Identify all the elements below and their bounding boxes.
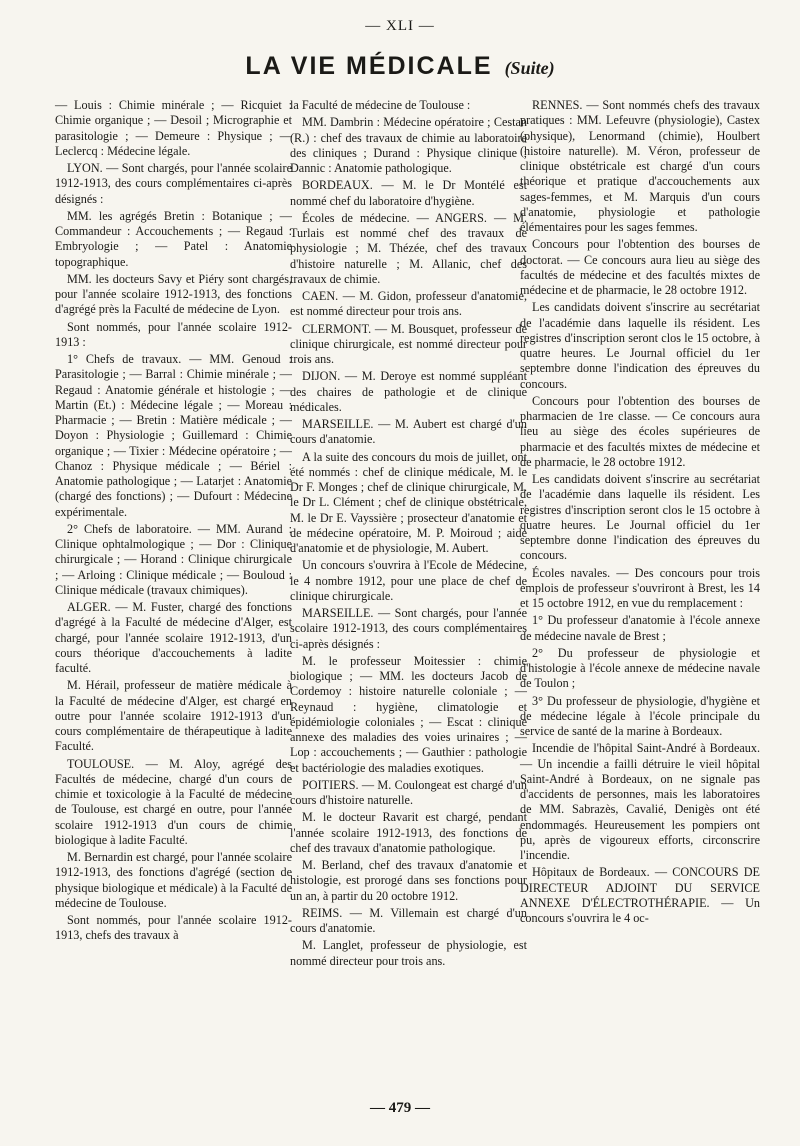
paragraph: Concours pour l'obtention des bourses de doctorat. — Ce concours aura lieu au siège des facultés de médecine et des facultés mixtes de médecine et de pharmacie, le 28 octobre 1912.	[520, 237, 760, 297]
paragraph: M. Berland, chef des travaux d'anatomie et histologie, est prorogé dans ses fonctions pour un an, à partir du 20 octobre 1912.	[290, 858, 527, 903]
paragraph: Concours pour l'obtention des bourses de pharmacien de 1re classe. — Ce concours aura lieu au siège des écoles supérieures de pharmacie et des facultés mixtes de médecine et de pharmacie, le 28 octobre 1912.	[520, 393, 760, 469]
paragraph: la Faculté de médecine de Toulouse :	[290, 98, 471, 112]
paragraph: — Louis : Chimie minérale ; — Ricquiet : Chimie organique ; — Desoil ; Micrographie et parasitologie ; — Demeure : Physique ; — Leclercq : Médecine légale.	[55, 98, 292, 158]
paragraph: CAEN. — M. Gidon, professeur d'anatomie, est nommé directeur pour trois ans.	[290, 289, 527, 319]
paragraph: Hôpitaux de Bordeaux. — CONCOURS DE DIRECTEUR ADJOINT DU SERVICE ANNEXE D'ÉLECTROTHÉRAPIE. — Un concours s'ouvrira le 4 oc-	[520, 865, 760, 925]
paragraph: M. Langlet, professeur de physiologie, est nommé directeur pour trois ans.	[290, 938, 527, 968]
paragraph: Incendie de l'hôpital Saint-André à Bordeaux. — Un incendie a failli détruire le vieil hôpital Saint-André à Bordeaux, on ne signale pas d'accidents de personnes, mais les laboratoires de MM. Sabrazès, Cavalié, Denigès ont été endommagés. Heureusement les pompiers ont pu, après de vigoureux efforts, circonscrire l'incendie.	[520, 741, 760, 862]
paragraph: BORDEAUX. — M. le Dr Montélé est nommé chef du laboratoire d'hygiène.	[290, 178, 527, 208]
paragraph: 2° Chefs de laboratoire. — MM. Aurand : Clinique ophtalmologique ; — Dor : Clinique chirurgicale ; — Horand : Clinique chirurgicale ; — Arloing : Clinique médicale ; — Bouloud : Clinique médicale (travaux chimiques).	[55, 521, 292, 597]
paragraph: Sont nommés, pour l'année scolaire 1912-1913, chefs des travaux à	[55, 913, 292, 943]
paragraph: M. Bernardin est chargé, pour l'année scolaire 1912-1913, des fonctions d'agrégé (section de physique biologique et médicale) à la Faculté de médecine de Toulouse.	[55, 850, 292, 910]
paragraph: MARSEILLE. — M. Aubert est chargé d'un cours d'anatomie.	[290, 417, 527, 447]
title-main: LA VIE MÉDICALE	[245, 52, 493, 80]
text-column-1	[55, 98, 292, 946]
paragraph: A la suite des concours du mois de juillet, ont été nommés : chef de clinique médicale, M. le Dr F. Monges ; chef de clinique chirurgicale, M. le Dr L. Clément ; chef de clinique obstétricale, M. le Dr E. Vayssière ; prosecteur d'anatomie et de médecine opératoire, M. P. Moiroud ; aide d'anatomie et de physiologie, M. Aubert.	[290, 449, 527, 555]
paragraph: Écoles navales. — Des concours pour trois emplois de professeur s'ouvriront à Brest, les 14 et 15 octobre 1912, en vue du remplacement :	[520, 565, 760, 610]
paragraph: DIJON. — M. Deroye est nommé suppléant des chaires de pathologie et de clinique médicales.	[290, 369, 527, 414]
text-column-2	[290, 98, 527, 971]
paragraph: 2° Du professeur de physiologie et d'histologie à l'école annexe de médecine navale de Toulon ;	[520, 645, 760, 691]
page-title	[0, 52, 800, 81]
paragraph: MARSEILLE. — Sont chargés, pour l'année scolaire 1912-1913, des cours complémentaires ci-après désignés :	[290, 606, 527, 651]
paragraph: Les candidats doivent s'inscrire au secrétariat de l'académie dans laquelle ils résident. Les registres d'inscription seront clos le 15 octobre à quatre heures. Le Journal officiel du 1er septembre donne l'indication des épreuves du concours.	[520, 472, 760, 563]
paragraph: M. Hérail, professeur de matière médicale à la Faculté de médecine d'Alger, est chargé en outre pour l'année scolaire 1912-1913 d'un cours complémentaire de thérapeutique à ladite Faculté.	[55, 678, 292, 754]
paragraph: LYON. — Sont chargés, pour l'année scolaire 1912-1913, des cours complémentaires ci-après désignés :	[55, 161, 292, 206]
paragraph: Sont nommés, pour l'année scolaire 1912-1913 :	[55, 319, 292, 349]
paragraph: M. le professeur Moitessier : chimie biologique ; — MM. les docteurs Jacob de Cordemoy : histoire naturelle coloniale ; — Reynaud : hygiène, climatologie et épidémiologie coloniales ; — Escat : clinique annexe des maladies des voies urinaires ; — Lop : accouchements ; — Gauthier : pathologie et bactériologie des maladies exotiques.	[290, 653, 527, 775]
paragraph: 3° Du professeur de physiologie, d'hygiène et de médecine légale à l'école principale du service de santé de la marine à Bordeaux.	[520, 693, 760, 738]
paragraph: Les candidats doivent s'inscrire au secrétariat de l'académie dans laquelle ils résident. Les registres d'inscription seront clos le 15 octobre, à quatre heures. Le Journal officiel du 1er septembre donne l'indication des épreuves du concours.	[520, 300, 760, 391]
page-number: — 479 —	[370, 1100, 430, 1116]
paragraph: MM. les docteurs Savy et Piéry sont chargés, pour l'année scolaire 1912-1913, des fonctions d'agrégé près la Faculté de médecine de Lyon.	[55, 271, 292, 317]
paragraph: Un concours s'ouvrira à l'Ecole de Médecine, le 4 nombre 1912, pour une place de chef de clinique chirurgicale.	[290, 558, 527, 603]
paragraph: REIMS. — M. Villemain est chargé d'un cours d'anatomie.	[290, 905, 527, 935]
page-roman-numeral: — XLI —	[365, 18, 435, 34]
paragraph: MM. les agrégés Bretin : Botanique ; — Commandeur : Accouchements ; — Regaud : Embryologie ; — Patel : Anatomie topographique.	[55, 208, 292, 269]
title-suffix: (Suite)	[504, 58, 555, 78]
paragraph: CLERMONT. — M. Bousquet, professeur de clinique chirurgicale, est nommé directeur pour trois ans.	[290, 321, 527, 366]
paragraph: MM. Dambrin : Médecine opératoire ; Cestan (R.) : chef des travaux de chimie au laboratoire des cliniques ; Durand : Physique clinique ; Dannic : Anatomie pathologique.	[290, 115, 527, 175]
paragraph: TOULOUSE. — M. Aloy, agrégé des Facultés de médecine, chargé d'un cours de chimie et toxicologie à la Faculté de médecine de Toulouse, est chargé en outre, pour l'année scolaire 1912-1913 d'un cours de chimie biologique à ladite Faculté.	[55, 756, 292, 847]
paragraph: 1° Chefs de travaux. — MM. Genoud : Parasitologie ; — Barral : Chimie minérale ; — Regaud : Anatomie générale et histologie ; — Martin (Et.) : Médecine légale ; — Moreau : Pharmacie ; — Bretin : Matière médicale ; — Doyon : Physiologie ; Guillemard : Chimie organique ; — Tixier : Médecine opératoire ; — Chanoz : Physique médicale ; — Bériel : Anatomie pathologique ; — Latarjet : Anatomie (chargé des fonctions) ; — Dufourt : Médecine expérimentale.	[55, 352, 292, 519]
paragraph: POITIERS. — M. Coulongeat est chargé d'un cours d'histoire naturelle.	[290, 777, 527, 807]
text-column-3	[520, 98, 760, 928]
paragraph: RENNES. — Sont nommés chefs des travaux pratiques : MM. Lefeuvre (physiologie), Castex (physique), Lenormand (chimie), Houlbert (histoire naturelle). M. Véron, professeur de clinique obstétricale est chargé d'un cours théorique et pratique d'accouchements aux sages-femmes, et M. Marquis d'un cours d'anatomie, physiologie et pathologie élémentaires pour les sages femmes.	[520, 98, 760, 234]
paragraph: Écoles de médecine. — ANGERS. — M. Turlais est nommé chef des travaux de physiologie ; M. Thézée, chef des travaux d'histoire naturelle ; M. Allanic, chef des travaux de chimie.	[290, 210, 527, 286]
paragraph: ALGER. — M. Fuster, chargé des fonctions d'agrégé à la Faculté de médecine d'Alger, est chargé, pour l'année scolaire 1912-1913, d'un cours théorique d'accouchements à ladite faculté.	[55, 600, 292, 675]
paragraph: 1° Du professeur d'anatomie à l'école annexe de médecine navale de Brest ;	[520, 613, 760, 643]
paragraph: M. le docteur Ravarit est chargé, pendant l'année scolaire 1912-1913, des fonctions de chef des travaux d'anatomie pathologique.	[290, 810, 527, 855]
